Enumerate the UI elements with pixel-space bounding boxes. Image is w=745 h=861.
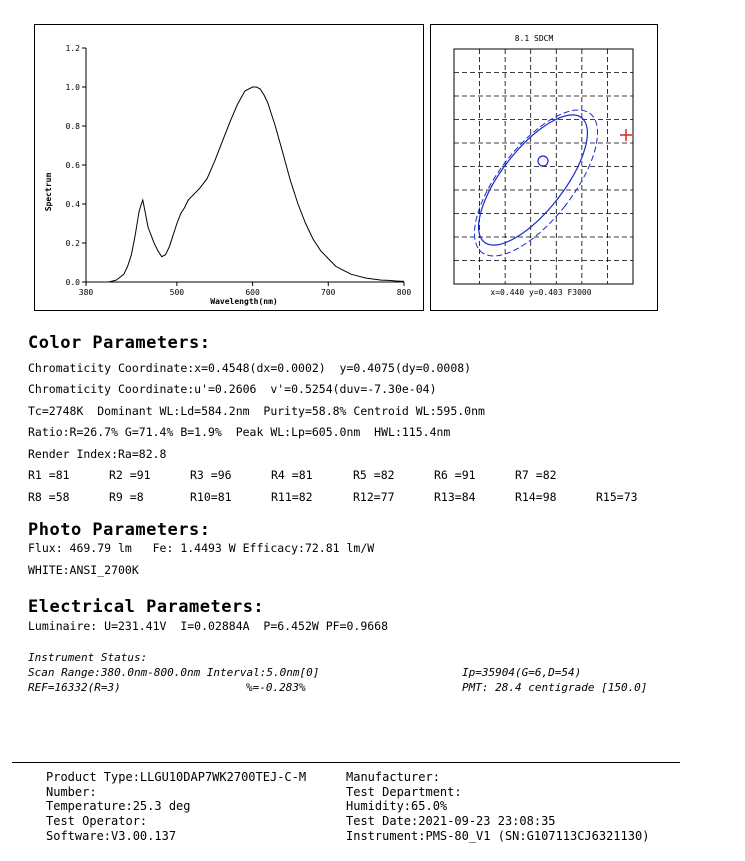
sdcm-title: 8.1 SDCM [514,34,554,43]
render-value: R14=98 [515,490,557,504]
scan-range-text: Scan Range:380.0nm-800.0nm Interval:5.0nm[0] [28,666,320,679]
spectrum-y-tick-label: 0.8 [65,122,80,131]
number: Number: [46,785,97,799]
spectrum-y-tick-label: 0.0 [65,278,80,287]
test-operator: Test Operator: [46,814,148,828]
color-parameters-heading: Color Parameters: [28,333,211,353]
flux-line: Flux: 469.79 lm Fe: 1.4493 W Efficacy:72.81 lm/W [28,541,375,555]
test-department: Test Department: [346,785,462,799]
ratio-line: Ratio:R=26.7% G=71.4% B=1.9% Peak WL:Lp=605.0nm HWL:115.4nm [28,425,451,439]
render-value: R9 =8 [109,490,144,504]
spectrum-xlabel: Wavelength(nm) [210,297,278,306]
spectrum-x-tick-label: 700 [321,288,336,297]
software: Software:V3.00.137 [46,829,177,843]
render-value: R6 =91 [434,468,476,482]
chromaticity-uv-line: Chromaticity Coordinate:u'=0.2606 v'=0.5254(duv=-7.30e-04) [28,382,437,396]
percent-text: %=-0.283% [246,681,306,694]
sdcm-caption: x=0.440 y=0.403 F3000 [490,288,592,297]
spectrum-x-tick-label: 800 [396,288,412,297]
render-value: R12=77 [353,490,395,504]
product-type: Product Type:LLGU10DAP7WK2700TEJ-C-M [46,770,307,784]
sdcm-chart [430,24,660,312]
render-value: R1 =81 [28,468,70,482]
pmt-text: PMT: 28.4 centigrade [150.0] [462,681,648,694]
spectrum-y-tick-label: 0.6 [65,161,80,170]
spectrum-x-tick-label: 380 [78,288,94,297]
footer-divider [12,762,680,763]
render-value: R7 =82 [515,468,557,482]
spectrum-ylabel: Spectrum [44,172,53,212]
spectrum-chart [34,24,426,312]
luminaire-line: Luminaire: U=231.41V I=0.02884A P=6.452W PF=0.9668 [28,619,389,633]
spectrum-x-tick-label: 600 [245,288,260,297]
manufacturer: Manufacturer: [346,770,440,784]
test-date: Test Date:2021-09-23 23:08:35 [346,814,556,828]
spectrum-y-tick-label: 1.2 [65,44,80,53]
temperature: Temperature:25.3 deg [46,799,191,813]
instrument-status-title: Instrument Status: [28,651,148,664]
photo-parameters-heading: Photo Parameters: [28,520,211,540]
render-index-line: Render Index:Ra=82.8 [28,447,167,461]
render-value: R4 =81 [271,468,313,482]
instrument: Instrument:PMS-80_V1 (SN:G107113CJ6321130) [346,829,650,843]
render-value: R15=73 [596,490,638,504]
white-line: WHITE:ANSI_2700K [28,563,139,577]
chromaticity-xy-line: Chromaticity Coordinate:x=0.4548(dx=0.0002) y=0.4075(dy=0.0008) [28,361,472,375]
render-value: R13=84 [434,490,476,504]
ref-text: REF=16332(R=3) [28,681,121,694]
render-value: R11=82 [271,490,313,504]
render-value: R2 =91 [109,468,151,482]
cct-line: Tc=2748K Dominant WL:Ld=584.2nm Purity=58.8% Centroid WL:595.0nm [28,404,485,418]
render-value: R5 =82 [353,468,395,482]
render-value: R8 =58 [28,490,70,504]
humidity: Humidity:65.0% [346,799,448,813]
electrical-parameters-heading: Electrical Parameters: [28,597,265,617]
spectrum-y-tick-label: 0.4 [65,200,80,209]
render-value: R10=81 [190,490,232,504]
spectrum-x-tick-label: 500 [169,288,185,297]
spectrum-y-tick-label: 1.0 [65,83,80,92]
spectrum-y-tick-label: 0.2 [65,239,80,248]
render-value: R3 =96 [190,468,232,482]
ip-text: Ip=35904(G=6,D=54) [462,666,582,679]
